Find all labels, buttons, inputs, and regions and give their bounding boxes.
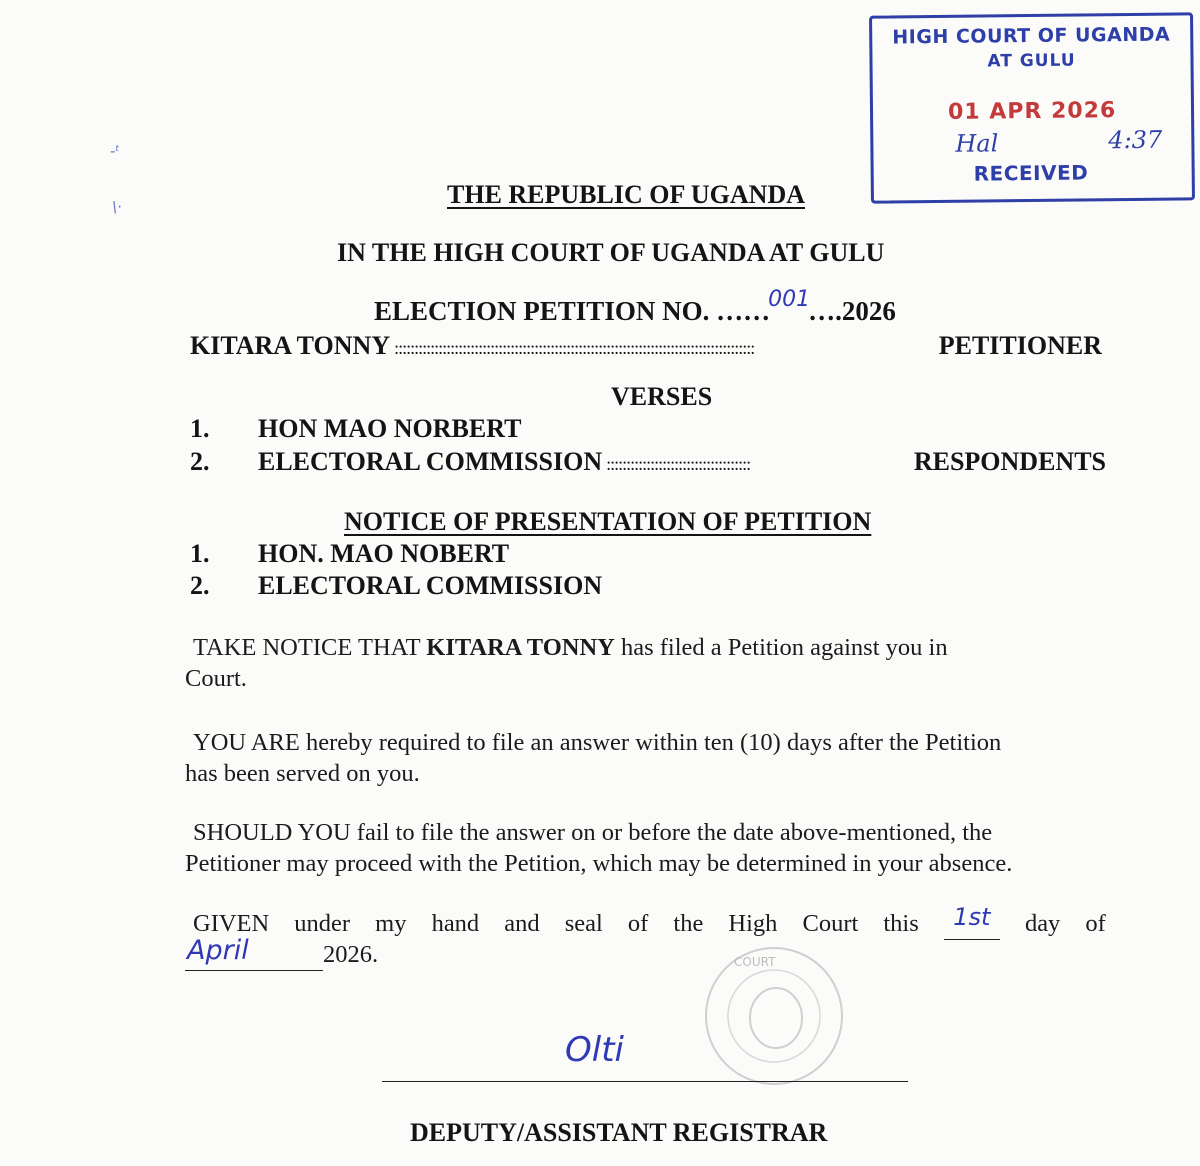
signature-line (382, 1081, 908, 1082)
stamp-court: HIGH COURT OF UGANDA (892, 23, 1171, 49)
given-word: this (883, 910, 919, 937)
given-line-2 (185, 935, 379, 971)
verses-heading: VERSES (611, 382, 713, 411)
respondent-2-number: 2. (190, 447, 210, 476)
addressee-2-name: ELECTORAL COMMISSION (258, 571, 603, 600)
addressee-1-name: HON. MAO NOBERT (258, 539, 510, 568)
given-word: my (375, 910, 407, 937)
paragraph-2-line-2: has been served on you. (185, 760, 420, 787)
stamp-initials: Hal (955, 129, 999, 158)
registrar-title: DEPUTY/ASSISTANT REGISTRAR (410, 1118, 828, 1147)
given-word: hand (431, 910, 480, 937)
seal-text: COURT (734, 955, 776, 969)
stamp-status: RECEIVED (973, 160, 1089, 186)
republic-heading: THE REPUBLIC OF UGANDA (447, 180, 806, 209)
para1-start: TAKE NOTICE THAT (193, 634, 427, 661)
given-line-1 (193, 903, 1106, 940)
respondent-2-role: RESPONDENTS (913, 447, 1106, 476)
notice-title: NOTICE OF PRESENTATION OF PETITION (344, 507, 872, 536)
day-handwritten: 1st (953, 903, 991, 931)
para1-petitioner: KITARA TONNY (426, 634, 615, 661)
given-word: under (294, 910, 351, 937)
given-word: and (504, 910, 540, 937)
court-heading: IN THE HIGH COURT OF UGANDA AT GULU (337, 238, 885, 267)
petition-prefix: ELECTION PETITION NO. …… (374, 296, 771, 326)
para1-end: has filed a Petition against you in (614, 634, 948, 661)
paragraph-3-line-2: Petitioner may proceed with the Petition, which may be determined in your absence. (185, 850, 1013, 877)
paragraph-2-line-1: YOU ARE hereby required to file an answer within ten (10) days after the Petition (193, 729, 1002, 756)
petitioner-leader: :::::::::::::::::::::::::::::::::::::::::::::::::::::::::::::::::::::::::::::::::::::::::: (394, 338, 755, 358)
received-stamp (869, 12, 1195, 203)
petition-suffix: ….2026 (808, 296, 896, 326)
given-word: GIVEN (193, 910, 270, 937)
respondent-2-name: ELECTORAL COMMISSION (258, 447, 603, 476)
given-word: of (1085, 910, 1106, 937)
margin-mark-1: -ᵗ (110, 142, 120, 160)
respondent-1-number: 1. (190, 414, 210, 443)
given-word: of (627, 910, 649, 937)
stamp-time: 4:37 (1108, 125, 1163, 155)
given-year: 2026. (323, 941, 379, 968)
day-blank (944, 903, 1000, 940)
paragraph-3-line-1: SHOULD YOU fail to file the answer on or before the date above-mentioned, the (193, 819, 993, 846)
margin-mark-2: \· (112, 198, 122, 216)
given-word: High (728, 910, 778, 937)
paragraph-1-line-2: Court. (185, 665, 247, 692)
given-word: day (1024, 910, 1061, 937)
addressee-1-number: 1. (190, 539, 210, 568)
respondent-2-leader: :::::::::::::::::::::::::::::::::::: (606, 454, 751, 474)
given-word: the (673, 910, 704, 937)
petitioner-name: KITARA TONNY (190, 331, 391, 360)
paragraph-1-line-1 (193, 632, 948, 663)
given-word: Court (802, 910, 859, 937)
petitioner-role: PETITIONER (938, 331, 1102, 360)
month-blank (185, 935, 323, 971)
respondent-1-name: HON MAO NORBERT (258, 414, 522, 443)
respondent-2-line (258, 447, 1106, 481)
seal-emblem (750, 988, 802, 1048)
petition-number: 001 (768, 287, 811, 312)
stamp-date: 01 APR 2026 (947, 98, 1117, 125)
addressee-2-number: 2. (190, 571, 210, 600)
given-word: seal (564, 910, 603, 937)
registrar-signature: Olti (565, 1030, 624, 1070)
court-seal (664, 936, 874, 1086)
stamp-location: AT GULU (987, 50, 1076, 72)
petitioner-line (190, 331, 1102, 365)
petition-number-line (374, 287, 896, 327)
month-handwritten: April (187, 935, 249, 966)
